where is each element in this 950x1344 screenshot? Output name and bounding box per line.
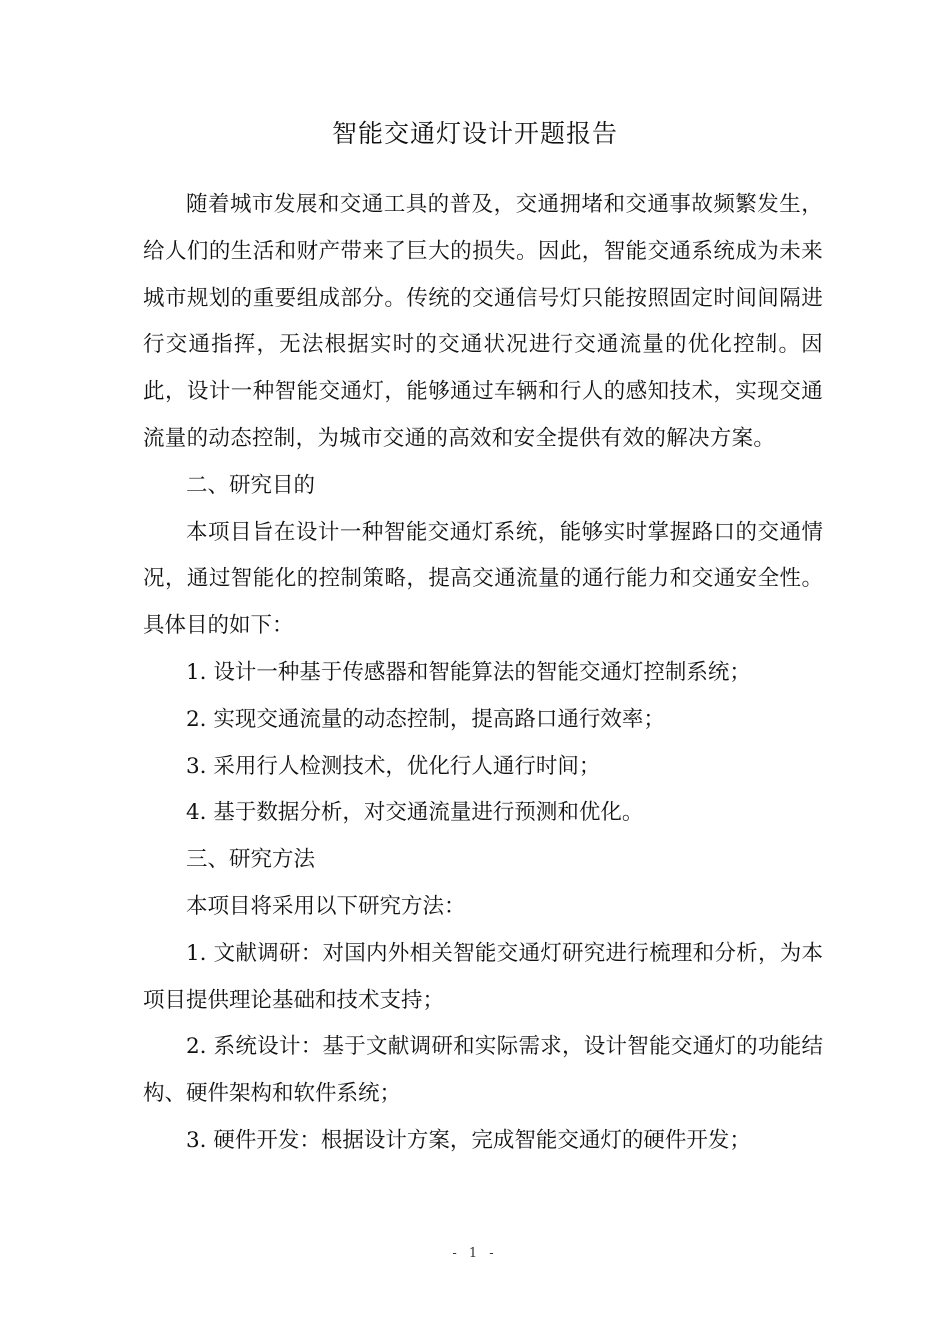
page-number: - 1 - (452, 1246, 498, 1261)
section-heading-research-purpose: 二、研究目的 (186, 472, 316, 498)
document-title: 智能交通灯设计开题报告 (331, 119, 618, 148)
document-body (143, 182, 823, 1165)
list-item-purpose-1: 1. 设计一种基于传感器和智能算法的智能交通灯控制系统； (186, 659, 751, 685)
list-item-purpose-4: 4. 基于数据分析，对交通流量进行预测和优化。 (186, 800, 644, 826)
paragraph-background: 随着城市发展和交通工具的普及，交通拥堵和交通事故频繁发生，给人们的生活和财产带来了巨大的损失。因此，智能交通系统成为未来城市规划的重要组成部分。传统的交通信号灯只能按照固定时间间隔进行交通指挥，无法根据实时的交通状况进行交通流量的优化控制。因此，设计一种智能交通灯，能够通过车辆和行人的感知技术，实现交通流量的动态控制，为城市交通的高效和安全提供有效的解决方案。 (143, 192, 823, 451)
list-item-method-2: 2. 系统设计：基于文献调研和实际需求，设计智能交通灯的功能结构、硬件架构和软件系统； (143, 1034, 823, 1107)
list-item-purpose-2: 2. 实现交通流量的动态控制，提高路口通行效率； (186, 706, 665, 732)
paragraph-research-methods: 本项目将采用以下研究方法： (186, 893, 466, 919)
section-heading-research-methods: 三、研究方法 (186, 847, 316, 873)
list-item-method-1: 1. 文献调研：对国内外相关智能交通灯研究进行梳理和分析，为本项目提供理论基础和技术支持； (143, 940, 823, 1013)
paragraph-research-purpose: 本项目旨在设计一种智能交通灯系统，能够实时掌握路口的交通情况，通过智能化的控制策略，提高交通流量的通行能力和交通安全性。具体目的如下： (143, 519, 823, 639)
list-item-purpose-3: 3. 采用行人检测技术，优化行人通行时间； (186, 753, 601, 779)
list-item-method-3: 3. 硬件开发：根据设计方案，完成智能交通灯的硬件开发； (186, 1127, 751, 1153)
